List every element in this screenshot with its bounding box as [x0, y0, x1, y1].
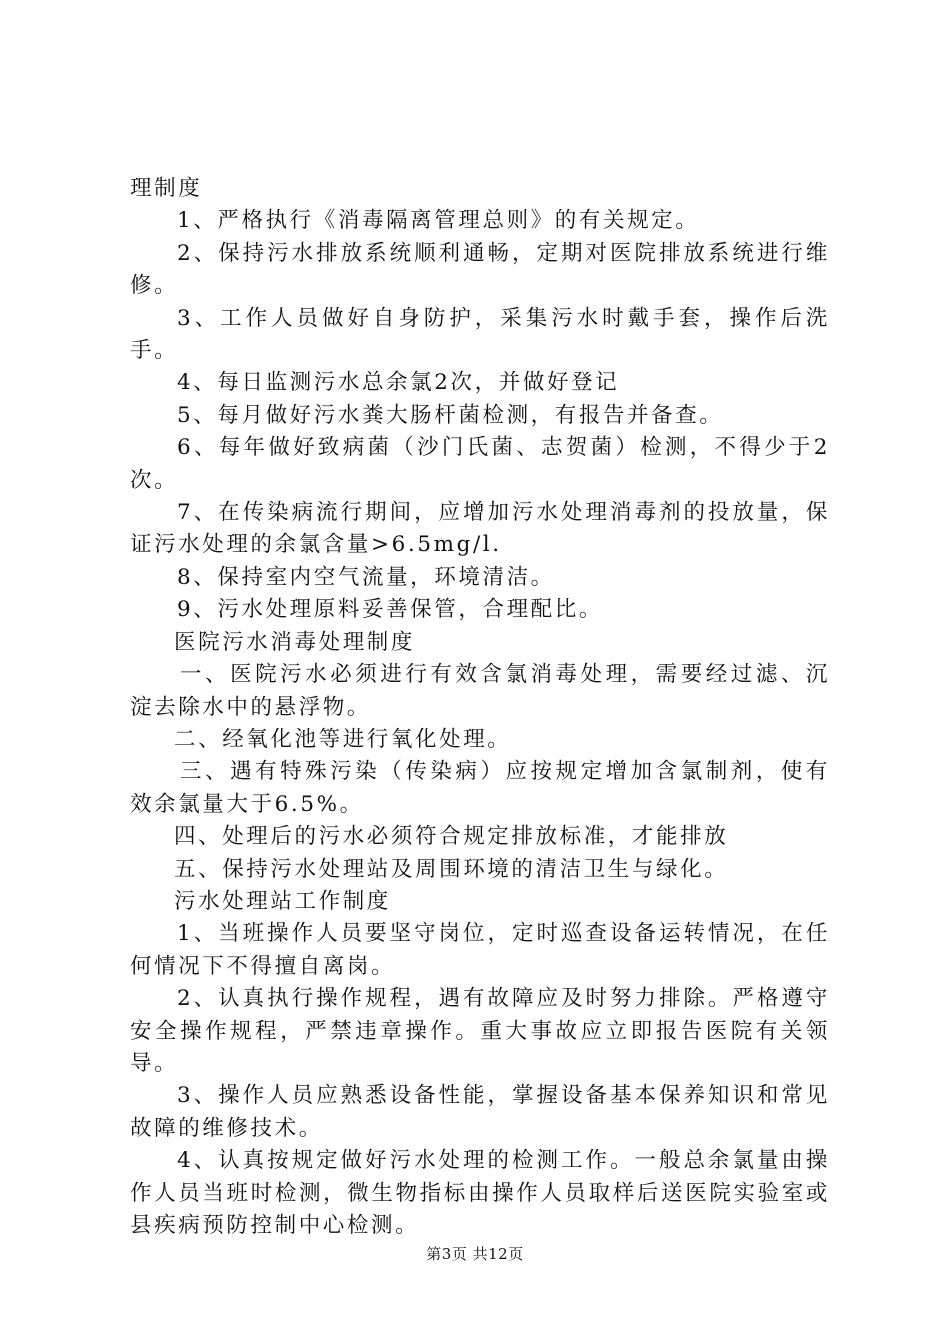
station-item-1: 1、当班操作人员要坚守岗位，定时巡查设备运转情况，在任何情况下不得擅自离岗。 [130, 921, 830, 979]
disinfection-item-2: 二、经氧化池等进行氧化处理。 [174, 726, 512, 752]
rule-item-8: 8、保持室内空气流量，环境清洁。 [177, 564, 555, 590]
rule-item-3: 3、工作人员做好自身防护，采集污水时戴手套，操作后洗手。 [130, 305, 830, 364]
station-item-3: 3、操作人员应熟悉设备性能，掌握设备基本保养知识和常见故障的维修技术。 [130, 1083, 830, 1141]
rule-item-9: 9、污水处理原料妥善保管，合理配比。 [177, 597, 603, 623]
rule-item-1: 1、严格执行《消毒隔离管理总则》的有关规定。 [177, 208, 700, 234]
page-number-footer: 第3页 共12页 [426, 1245, 524, 1263]
rule-item-5: 5、每月做好污水粪大肠杆菌检测，有报告并备查。 [177, 402, 724, 428]
document-body [130, 173, 830, 1242]
disinfection-item-4: 四、处理后的污水必须符合规定排放标准，才能排放 [174, 824, 729, 850]
disinfection-item-5: 五、保持污水处理站及周围环境的清洁卫生与绿化。 [174, 856, 729, 882]
rule-item-6: 6、每年做好致病菌（沙门氏菌、志贺菌）检测，不得少于2次。 [130, 435, 830, 493]
station-item-2: 2、认真执行操作规程，遇有故障应及时努力排除。严格遵守安全操作规程，严禁违章操作。重大事故应立即报告医院有关领导。 [130, 986, 830, 1076]
rule-item-7: 7、在传染病流行期间，应增加污水处理消毒剂的投放量，保证污水处理的余氯含量>6.5mg/l. [130, 500, 830, 558]
station-item-4: 4、认真按规定做好污水处理的检测工作。一般总余氯量由操作人员当班时检测，微生物指标由操作人员取样后送医院实验室或县疾病预防控制中心检测。 [130, 1148, 830, 1238]
section-title-continued: 理制度 [130, 176, 203, 201]
disinfection-item-1: 一、医院污水必须进行有效含氯消毒处理，需要经过滤、沉淀去除水中的悬浮物。 [130, 662, 830, 720]
rule-item-2: 2、保持污水排放系统顺利通畅，定期对医院排放系统进行维修。 [130, 240, 830, 299]
disinfection-item-3: 三、遇有特殊污染（传染病）应按规定增加含氯制剂，使有效余氯量大于6.5%。 [130, 759, 830, 817]
rule-item-4: 4、每日监测污水总余氯2次，并做好登记 [177, 370, 620, 396]
section-heading-station: 污水处理站工作制度 [174, 888, 391, 914]
section-heading-disinfection: 医院污水消毒处理制度 [174, 629, 416, 655]
